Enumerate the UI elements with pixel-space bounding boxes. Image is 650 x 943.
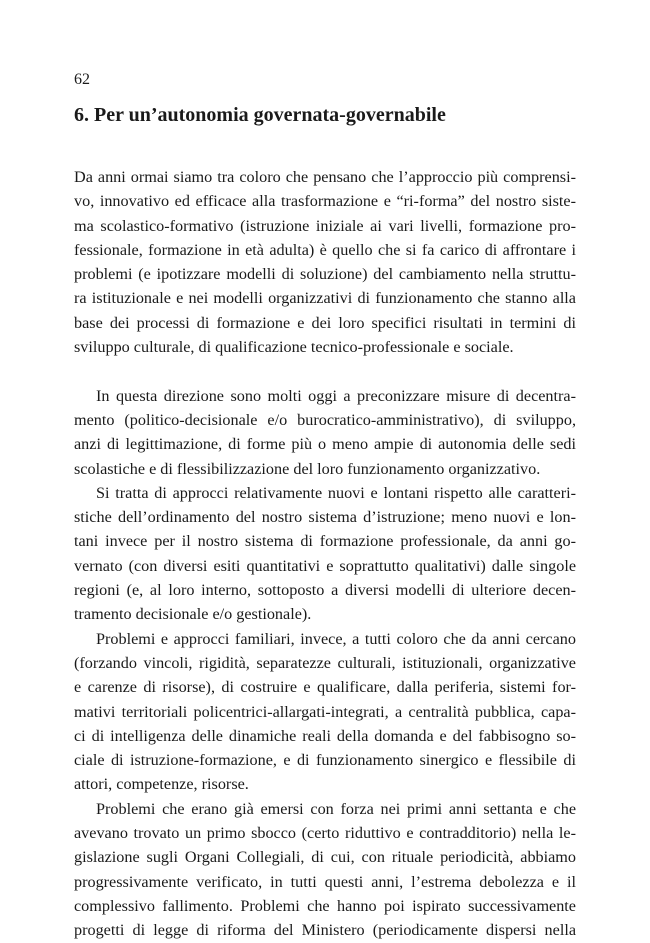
text-line: Si tratta di approcci relativamente nuovi e lontani rispetto alle caratteri- [96,483,576,502]
paragraph [74,481,576,627]
body-text [74,165,576,943]
text-line: tani invece per il nostro sistema di formazione professionale, da anni go- [74,532,576,551]
text-line: (forzando vincoli, rigidità, separatezze culturali, istituzionali, organizzative [74,653,576,672]
text-line: anzi di legittimazione, di forme più o meno ampie di autonomia delle sedi [74,435,576,454]
text-line: ci di intelligenza delle dinamiche reali della domanda e del fabbisogno so- [74,726,576,745]
paragraph [74,627,576,797]
text-line: e carenze di risorse), di costruire e qualificare, dalla periferia, sistemi for- [74,678,576,697]
text-line: mativi territoriali policentrici-allargati-integrati, a centralità pubblica, capa- [74,702,576,721]
page-number: 62 [74,71,90,88]
text-line: stiche dell’ordinamento del nostro sistema d’istruzione; meno nuovi e lon- [74,508,576,527]
text-line: progressivamente verificato, in tutti questi anni, l’estrema debolezza e il [74,872,576,891]
text-line: Problemi che erano già emersi con forza nei primi anni settanta e che [96,799,576,818]
text-line: gislazione sugli Organi Collegiali, di cui, con rituale periodicità, abbiamo [74,848,576,867]
text-line: sviluppo culturale, di qualificazione tecnico-professionale e sociale. [74,338,514,357]
text-line: regioni (e, al loro interno, sottoposto a diversi modelli di ulteriore decen- [74,581,576,600]
text-line: problemi (e ipotizzare modelli di soluzione) del cambiamento nella struttu- [74,265,576,284]
paragraph-gap [74,359,576,383]
text-line: vernato (con diversi esiti quantitativi e soprattutto qualitativi) dalle singole [74,556,576,575]
text-line: Da anni ormai siamo tra coloro che pensano che l’approccio più comprensi- [74,168,576,186]
text-line: complessivo fallimento. Problemi che hanno poi ispirato successivamente [74,896,576,915]
text-line: ciale di istruzione-formazione, e di funzionamento sinergico e flessibile di [74,751,576,770]
text-line: attori, competenze, risorse. [74,775,249,794]
text-line: scolastiche e di flessibilizzazione del loro funzionamento organizzativo. [74,459,541,478]
text-line: ma scolastico-formativo (istruzione iniziale ai vari livelli, formazione pro- [74,216,576,235]
text-line: fessionale, formazione in età adulta) è quello che si fa carico di affrontare i [74,240,576,259]
text-line: tramento decisionale e/o gestionale). [74,605,312,624]
text-line: Problemi e approcci familiari, invece, a tutti coloro che da anni cercano [96,629,576,648]
text-line: mento (politico-decisionale e/o burocratico-amministrativo), di sviluppo, [74,410,576,429]
text-line: avevano trovato un primo sbocco (certo riduttivo e contradditorio) nella le- [74,824,576,843]
text-line: In questa direzione sono molti oggi a preconizzare misure di decentra- [96,386,576,405]
paragraph [74,797,576,943]
text-line: progetti di legge di riforma del Ministero (periodicamente dispersi nella [74,921,576,940]
paragraph [74,165,576,359]
text-line: vo, innovativo ed efficace alla trasformazione e “ri-forma” del nostro siste- [74,192,576,211]
section-heading: 6. Per un’autonomia governata-governabile [74,104,446,126]
paragraph [74,384,576,481]
text-line: base dei processi di formazione e dei loro specifici risultati in termini di [74,313,576,332]
text-line: ra istituzionale e nei modelli organizzativi di funzionamento che stanno alla [74,289,576,308]
